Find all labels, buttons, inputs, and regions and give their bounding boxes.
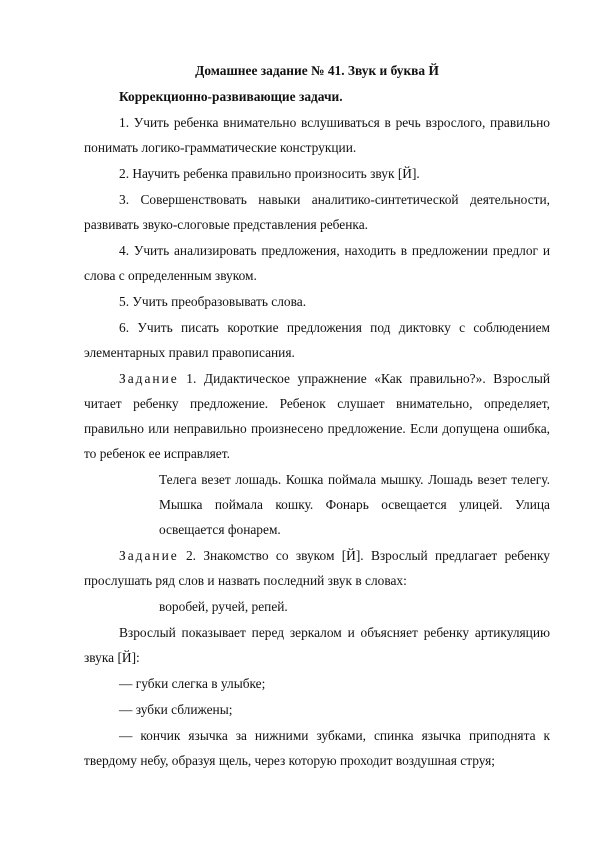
task-item: 1. Учить ребенка внимательно вслушиваться в речь взрослого, правильно понимать логико-грамматические конструкции. <box>84 115 550 155</box>
task-item: 5. Учить преобразовывать слова. <box>119 294 307 309</box>
page-title: Домашнее задание № 41. Звук и буква Й <box>195 63 439 78</box>
word-list: воробей, ручей, репей. <box>159 599 288 614</box>
exercise-text: 2. Знакомство со звуком [Й]. Взрослый предлагает ребенку прослушать ряд слов и назвать последний звук в словах: <box>84 548 550 588</box>
task-item: 3. Совершенствовать навыки аналитико-синтетической деятельности, развивать звуко-слоговые представления ребенка. <box>84 192 550 232</box>
articulation-intro: Взрослый показывает перед зеркалом и объясняет ребенку артикуляцию звука [Й]: <box>84 625 550 665</box>
articulation-point: — губки слегка в улыбке; <box>119 676 266 691</box>
task-item: 4. Учить анализировать предложения, находить в предложении предлог и слова с определенным звуком. <box>84 243 550 283</box>
exercise-label: Задание <box>119 371 179 386</box>
exercise-text: 1. Дидактическое упражнение «Как правильно?». Взрослый читает ребенку предложение. Ребенок слушает внимательно, определяет, правильно или неправильно произнесено предложение. Если допущена ошибка, то ребенок ее исправляет. <box>84 371 551 461</box>
articulation-point: — зубки сближены; <box>119 702 233 717</box>
exercise-2 <box>84 543 550 593</box>
exercise-1 <box>84 366 550 466</box>
section-heading: Коррекционно-развивающие задачи. <box>119 89 343 104</box>
task-item: 2. Научить ребенка правильно произносить звук [Й]. <box>119 166 420 181</box>
articulation-point: — кончик язычка за нижними зубками, спинка язычка приподнята к твердому небу, образуя щель, через которую проходит воздушная струя; <box>84 728 550 768</box>
exercise-sentences: Телега везет лошадь. Кошка поймала мышку. Лошадь везет телегу. Мышка поймала кошку. Фонарь освещается улицей. Улица освещается фонарем. <box>159 472 550 537</box>
task-item: 6. Учить писать короткие предложения под диктовку с соблюдением элементарных правил правописания. <box>84 320 550 360</box>
exercise-label: Задание <box>119 548 179 563</box>
